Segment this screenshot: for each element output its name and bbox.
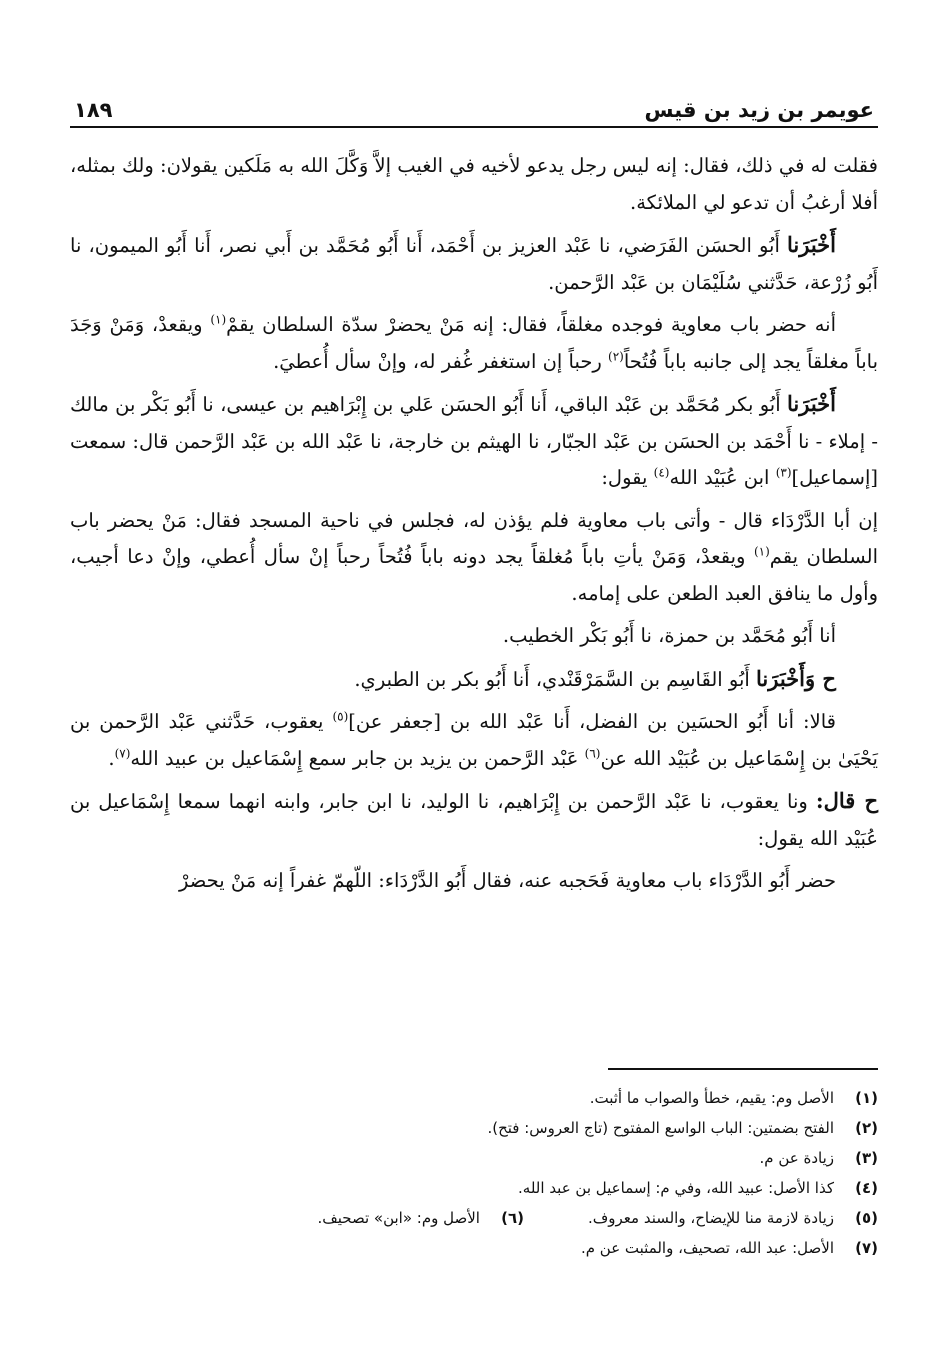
text-run: أنا أَبُو مُحَمَّد بن حمزة، نا أَبُو بَكْر الخطيب. — [502, 624, 836, 647]
footnote-text: الأصل: عبد الله، تصحيف، والمثبت عن م. — [580, 1239, 834, 1257]
paragraph — [70, 618, 878, 655]
footnote-marker: (١) — [210, 312, 227, 327]
main-text — [70, 148, 878, 900]
book-page — [70, 88, 879, 1257]
footnote-text: زيادة لازمة منا للإيضاح، والسند معروف. — [587, 1209, 834, 1227]
paragraph — [70, 148, 878, 221]
footnote-marker: (٣) — [775, 465, 792, 480]
running-title: عويمر بن زيد بن قيس — [644, 98, 874, 122]
text-run: عَبْد الرَّحمن بن يزيد بن جابر سمع إِسْمَاعيل بن عبيد الله — [130, 746, 585, 770]
text-run: أنه حضر باب معاوية فوجده مغلقاً، فقال: إنه مَنْ يحضرْ سدّة السلطان يقمْ — [226, 313, 837, 336]
text-run: أَبُو بكر مُحَمَّد بن عَبْد الباقي، أَنا أَبُو الحسَن عَلي بن إِبْرَاهيم بن عيسى، نا أَبُو بَكْر بن مالك - إملاء - نا أَحْمَد بن الحسَن بن عَبْد الجبّار، نا الهيثم بن خارجة، نا عَبْد الله بن عَبْد الرَّحمن قال: سمعت [إسماعيل] — [70, 393, 878, 489]
text-run: ويقعدْ، وَمَنْ يأتِ باباً مُغلقاً يجد دونه باباً فُتُحاً رحباً إنْ سأل أُعطي، وإنْ دعا أجيب، وأول ما ينافق العبد الطعن على إمامه. — [70, 545, 878, 605]
footnote-number: (٢) — [855, 1119, 878, 1137]
footnote-marker: (٦) — [584, 746, 601, 760]
page-number: ١٨٩ — [74, 98, 113, 122]
text-run: فقلت له في ذلك، فقال: إنه ليس رجل يدعو لأخيه في الغيب إلاَّ وَكَّلَ الله به مَلَكين يقولان: ولك بمثله، أفلا أرغبُ أن تدعو لي الملائكة. — [70, 154, 878, 214]
text-run: ونا يعقوب، نا عَبْد الرَّحمن بن إِبْرَاهيم، نا الوليد، نا ابن جابر، وابنه انهما سمعا إِسْمَاعيل بن عُبَيْد الله يقول: — [70, 790, 878, 850]
footnote-number: (٣) — [855, 1149, 878, 1167]
running-header — [70, 88, 878, 128]
footnote-marker: (٥) — [332, 709, 349, 724]
footnote — [70, 1143, 878, 1173]
footnote-divider — [608, 1068, 878, 1070]
text-run: . — [108, 746, 115, 770]
chain-lead-word: ح قال: — [815, 788, 878, 813]
footnotes — [70, 1083, 878, 1263]
footnote — [70, 1203, 878, 1233]
chain-lead-word: ح وَأَخْبَرَنا — [756, 665, 836, 691]
paragraph — [70, 307, 878, 380]
footnote-number: (٧) — [855, 1239, 878, 1257]
footnote-number: (٥) — [855, 1209, 878, 1227]
paragraph — [70, 661, 878, 699]
footnote-text: كذا الأصل: عبيد الله، وفي م: إسماعيل بن عبد الله. — [518, 1179, 834, 1197]
paragraph — [70, 227, 878, 301]
text-run: يعقوب، حَدَّثني عَبْد الرَّحمن بن يَحْيَىٰ بن إِسْمَاعيل بن عُبَيْد الله عن — [70, 710, 878, 770]
text-run: حضر أَبُو الدَّرْدَاء باب معاوية فَحَجبه عنه، فقال أَبُو الدَّرْدَاء: اللّهمّ غفراً إنه مَنْ يحضرْ — [179, 869, 836, 892]
footnote-text: زيادة عن م. — [759, 1149, 834, 1167]
paragraph — [70, 863, 878, 900]
text-run: يقول: — [601, 466, 654, 489]
text-run: ابن عُبَيْد الله — [669, 466, 776, 489]
paragraph — [70, 386, 878, 497]
footnote-text: الأصل وم: يقيم، خطأ والصواب ما أثبت. — [589, 1089, 834, 1107]
footnote-number: (٦) — [501, 1209, 524, 1227]
footnote — [70, 1083, 878, 1113]
footnote-text: الأصل وم: «ابن» تصحيف. — [317, 1209, 480, 1227]
footnote-marker: (٤) — [653, 465, 670, 480]
paragraph — [70, 704, 878, 777]
text-run: إن أبا الدَّرْدَاء قال - وأتى باب معاوية فلم يؤذن له، فجلس في ناحية المسجد فقال: مَنْ يحضر باب السلطان يقم — [70, 508, 879, 568]
paragraph — [70, 503, 878, 613]
chain-lead-word: أَخْبَرَنا — [787, 391, 836, 416]
footnote-marker: (١) — [753, 544, 770, 559]
footnote — [70, 1233, 878, 1263]
text-run: أَبُو الحسَن الفَرَضي، نا عَبْد العزيز بن أَحْمَد، أَنا أَبُو مُحَمَّد بن أَبي نصر، أَنا أَبُو الميمون، نا أَبُو زُرْعة، حَدَّثني سُلَيْمَان بن عَبْد الرَّحمن. — [70, 234, 878, 294]
footnote-number: (٤) — [855, 1179, 878, 1197]
footnote-marker: (٢) — [608, 349, 624, 363]
paragraph — [70, 783, 878, 857]
text-run: رحباً إن استغفر غُفر له، وإنْ سأل أُعطيَ. — [273, 349, 609, 373]
footnote-text: الفتح بضمتين: الباب الواسع المفتوح (تاج العروس: فتح). — [487, 1119, 834, 1137]
footnote-marker: (٧) — [114, 746, 131, 760]
text-run: ويقعدْ، وَمَنْ وَجَدَ باباً مغلقاً يجد إلى جانبه باباً فُتُحاً — [70, 313, 878, 373]
text-run: قالا: أنا أَبُو الحسَين بن الفضل، أَنا عَبْد الله بن [جعفر عن] — [348, 710, 836, 733]
footnote-number: (١) — [855, 1089, 878, 1107]
text-run: أَبُو القَاسِم بن السَّمَرْقَنْدي، أَنا أَبُو بكر بن الطبري. — [354, 667, 756, 691]
footnote — [70, 1113, 878, 1143]
chain-lead-word: أَخْبَرَنا — [787, 232, 836, 257]
footnote — [70, 1173, 878, 1203]
